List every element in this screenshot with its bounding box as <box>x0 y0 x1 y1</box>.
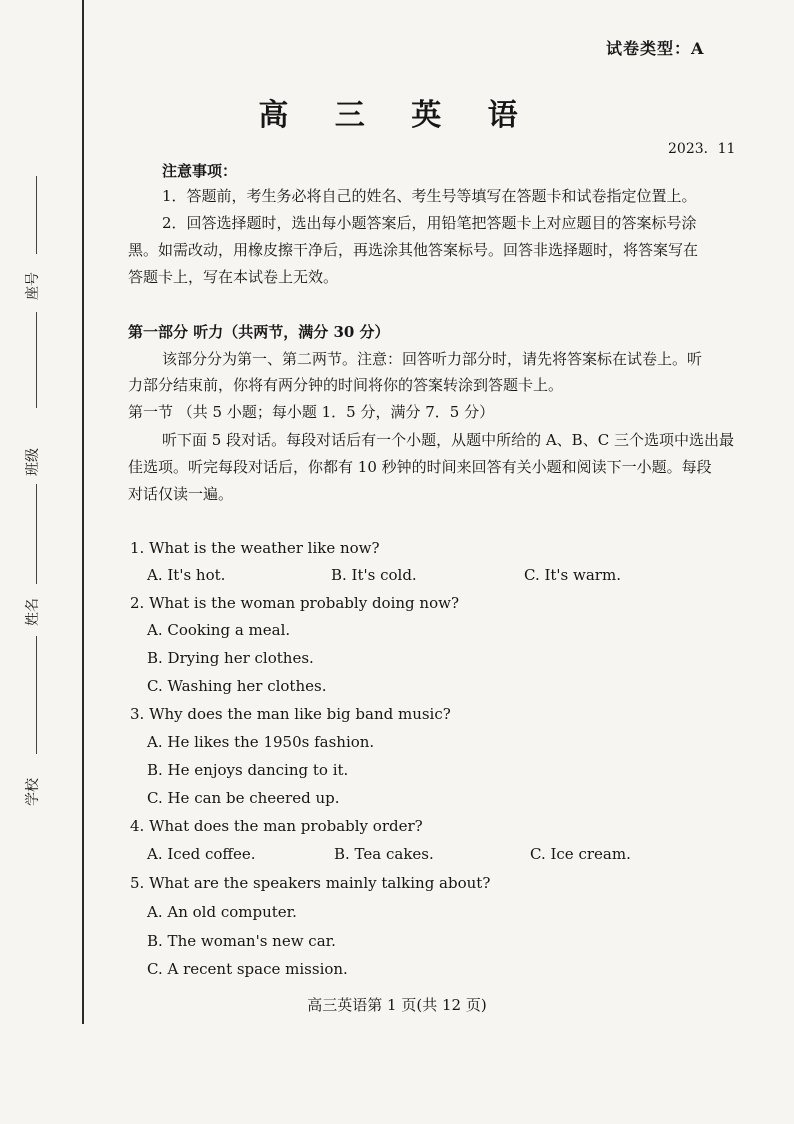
part-1-intro-line-2: 力部分结束前，你将有两分钟的时间将你的答案转涂到答题卡上。 <box>128 376 564 394</box>
class-blank <box>36 312 37 408</box>
notice-item-2-line-3: 答题卡上，写在本试卷上无效。 <box>128 268 339 286</box>
part-1-heading: 第一部分 听力（共两节，满分 30 分） <box>128 323 390 341</box>
question-1-option-b: B. It's cold. <box>331 566 417 584</box>
question-4-option-a: A. Iced coffee. <box>147 845 256 863</box>
question-2-option-b: B. Drying her clothes. <box>147 649 314 667</box>
name-label: 姓名 <box>25 598 41 626</box>
binding-line <box>82 0 84 1024</box>
question-3-stem: 3. Why does the man like big band music? <box>130 705 451 723</box>
part-1-intro-line-1: 该部分分为第一、第二两节。注意：回答听力部分时，请先将答案标在试卷上。听 <box>162 350 703 368</box>
question-4-option-b: B. Tea cakes. <box>334 845 434 863</box>
question-2-stem: 2. What is the woman probably doing now? <box>130 594 459 612</box>
notice-item-2-line-2: 黑。如需改动，用橡皮擦干净后，再选涂其他答案标号。回答非选择题时，将答案写在 <box>128 241 699 259</box>
notice-item-2-line-1: 2．回答选择题时，选出每小题答案后，用铅笔把答题卡上对应题目的答案标号涂 <box>162 214 697 232</box>
question-5-option-a: A. An old computer. <box>147 903 297 921</box>
seat-label: 座号 <box>25 272 41 300</box>
question-2-option-c: C. Washing her clothes. <box>147 677 327 695</box>
question-1-option-a: A. It's hot. <box>147 566 226 584</box>
paper-type: 试卷类型：A <box>606 39 705 58</box>
notice-heading: 注意事项： <box>162 162 238 180</box>
question-4-option-c: C. Ice cream. <box>530 845 631 863</box>
page-footer: 高三英语第 1 页(共 12 页) <box>307 996 487 1014</box>
question-5-option-c: C. A recent space mission. <box>147 960 348 978</box>
question-1-option-c: C. It's warm. <box>524 566 621 584</box>
question-3-option-b: B. He enjoys dancing to it. <box>147 761 349 779</box>
seat-blank <box>36 176 37 254</box>
question-1-stem: 1. What is the weather like now? <box>130 539 380 557</box>
question-3-option-a: A. He likes the 1950s fashion. <box>147 733 375 751</box>
section-1-instructions-line-3: 对话仅读一遍。 <box>128 485 234 503</box>
school-label: 学校 <box>25 778 41 806</box>
name-blank <box>36 484 37 584</box>
notice-item-1: 1．答题前，考生务必将自己的姓名、考生号等填写在答题卡和试卷指定位置上。 <box>162 187 697 205</box>
question-5-option-b: B. The woman's new car. <box>147 932 336 950</box>
question-5-stem: 5. What are the speakers mainly talking about? <box>130 874 491 892</box>
exam-date: 2023．11 <box>668 141 736 157</box>
class-label: 班级 <box>25 448 41 476</box>
question-2-option-a: A. Cooking a meal. <box>147 621 291 639</box>
page-title: 高 三 英 语 <box>258 98 536 133</box>
section-1-instructions-line-2: 佳选项。听完每段对话后，你都有 10 秒钟的时间来回答有关小题和阅读下一小题。每段 <box>128 458 712 476</box>
question-3-option-c: C. He can be cheered up. <box>147 789 340 807</box>
school-blank <box>36 636 37 754</box>
section-1-heading: 第一节 （共 5 小题；每小题 1．5 分，满分 7．5 分） <box>128 403 495 421</box>
section-1-instructions-line-1: 听下面 5 段对话。每段对话后有一个小题，从题中所给的 A、B、C 三个选项中选出最 <box>162 431 734 449</box>
question-4-stem: 4. What does the man probably order? <box>130 817 423 835</box>
